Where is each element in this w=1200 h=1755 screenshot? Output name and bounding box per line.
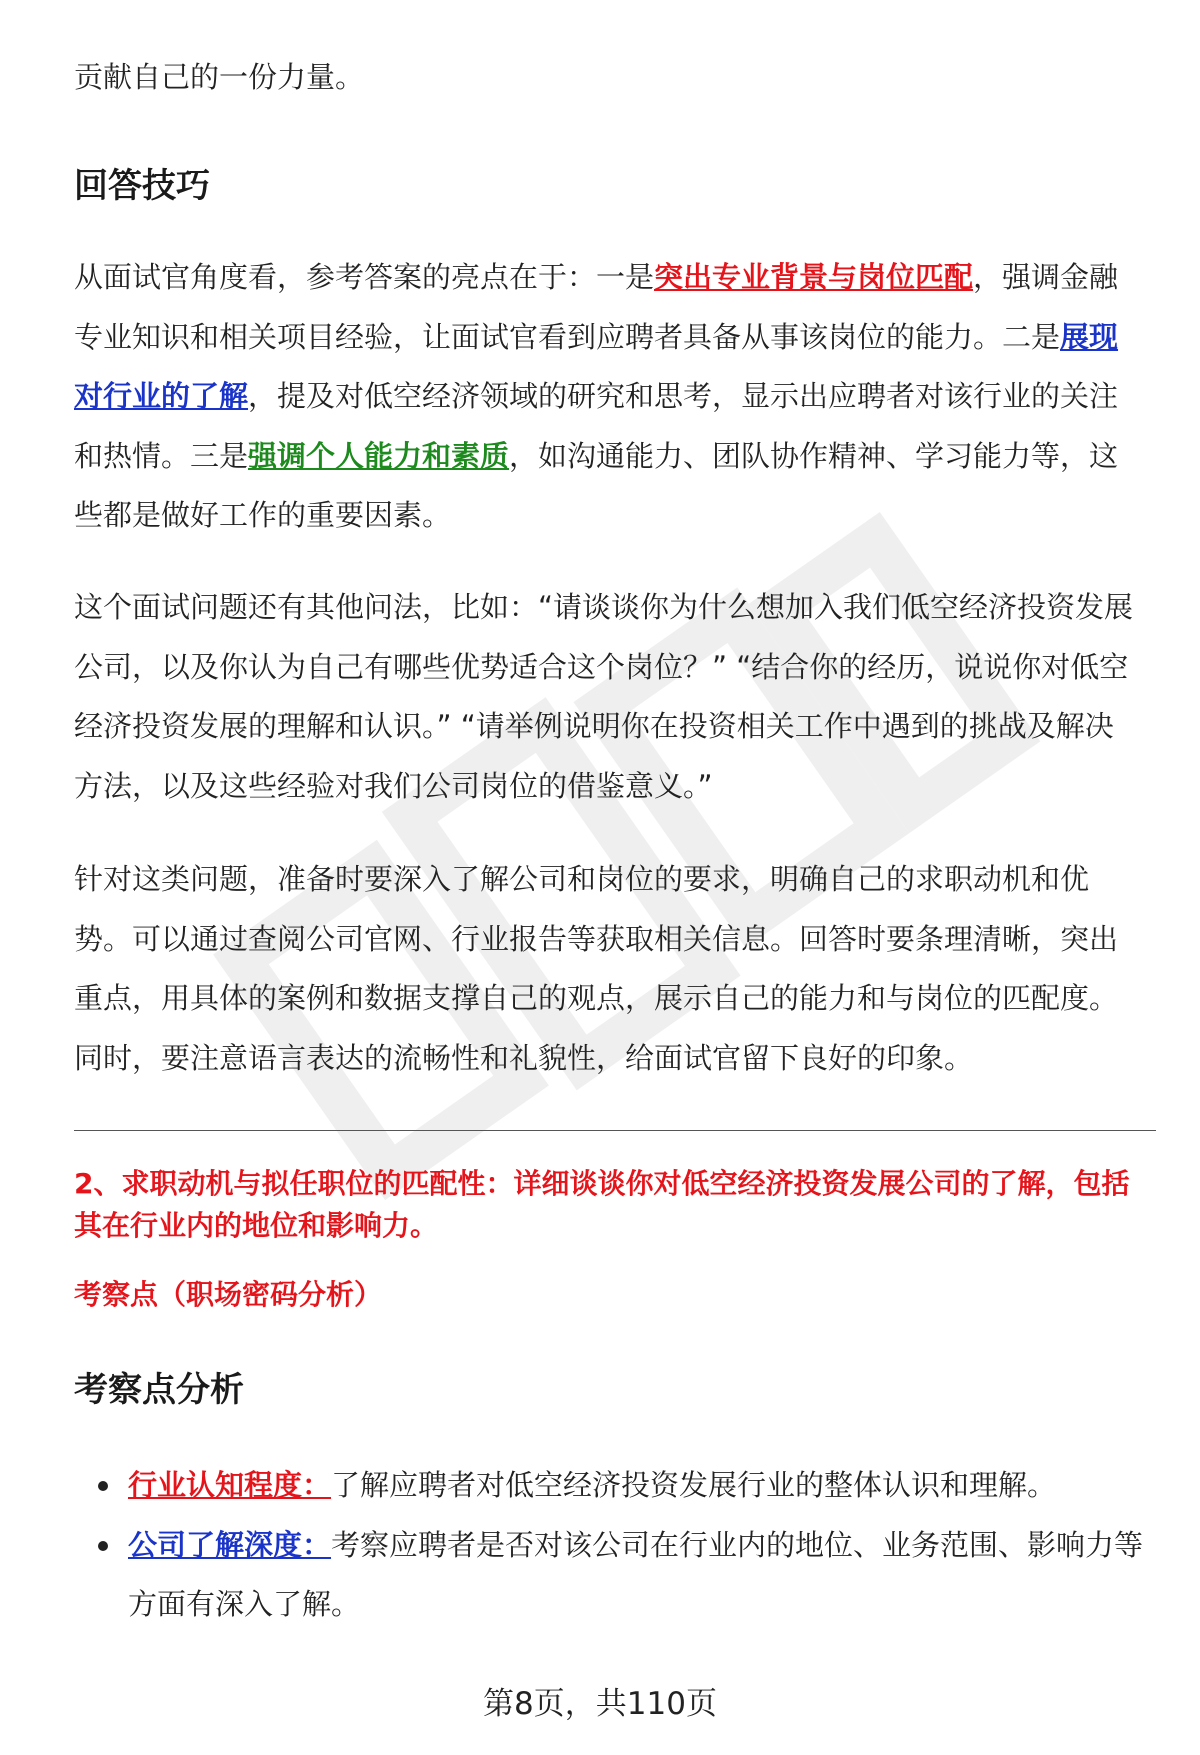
intro-tail-text: 贡献自己的一份力量。: [74, 60, 365, 94]
list-item: [74, 1456, 1154, 1516]
bullet-dot-icon: [98, 1481, 108, 1491]
tips-text-d: ，如沟通能力、团队协作精神、学习能力等，这些都是做好工作的重要因素。: [74, 438, 1119, 532]
section-divider: [74, 1130, 1156, 1131]
kaocha-label: 考察点（职场密码分析）: [74, 1278, 383, 1311]
preparation-paragraph: 针对这类问题，准备时要深入了解公司和岗位的要求，明确自己的求职动机和优势。可以通过查阅公司官网、行业报告等获取相关信息。回答时要条理清晰，突出重点，用具体的案例和数据支撑自己的观点，展示自己的能力和与岗位的匹配度。同时，要注意语言表达的流畅性和礼貌性，给面试官留下良好的印象。: [74, 862, 1119, 1075]
highlight-industry-understanding: 展现对行业的了解: [74, 319, 1119, 413]
highlight-personal-abilities: 强调个人能力和素质: [248, 438, 510, 473]
bullet-text-industry: 了解应聘者对低空经济投资发展行业的整体认识和理解。: [331, 1468, 1057, 1502]
tips-paragraph: [74, 248, 1134, 546]
question-2-title: 2、求职动机与拟任职位的匹配性：详细谈谈你对低空经济投资发展公司的了解，包括其在行业内的地位和影响力。: [74, 1167, 1130, 1242]
tips-text-a: 从面试官角度看，参考答案的亮点在于：一是: [74, 260, 655, 294]
list-item: [74, 1516, 1154, 1635]
bullet-label-industry: 行业认知程度：: [128, 1468, 332, 1502]
tips-text-b: ，强调金融专业知识和相关项目经验，让面试官看到应聘者具备从事该岗位的能力。二是: [74, 260, 1119, 354]
bullet-dot-icon: [98, 1541, 108, 1551]
bullet-label-company: 公司了解深度：: [128, 1527, 332, 1562]
tips-heading: 回答技巧: [74, 166, 210, 206]
tips-text-c: ，提及对低空经济领域的研究和思考，显示出应聘者对该行业的关注和热情。三是: [74, 379, 1119, 473]
highlight-professional-match: 突出专业背景与岗位匹配: [654, 260, 974, 294]
page-footer: 第8页，共110页: [483, 1686, 717, 1722]
analysis-heading: 考察点分析: [74, 1370, 244, 1410]
alt-questions-paragraph: 这个面试问题还有其他问法，比如：“请谈谈你为什么想加入我们低空经济投资发展公司，以及你认为自己有哪些优势适合这个岗位？” “结合你的经历，说说你对低空经济投资发展的理解和认识。” “请举例说明你在投资相关工作中遇到的挑战及解决方法，以及这些经验对我们公司岗位的借鉴意义。”: [74, 590, 1134, 803]
bullet-text-company: 考察应聘者是否对该公司在行业内的地位、业务范围、影响力等方面有深入了解。: [128, 1527, 1144, 1621]
analysis-bullet-list: [74, 1456, 1154, 1635]
